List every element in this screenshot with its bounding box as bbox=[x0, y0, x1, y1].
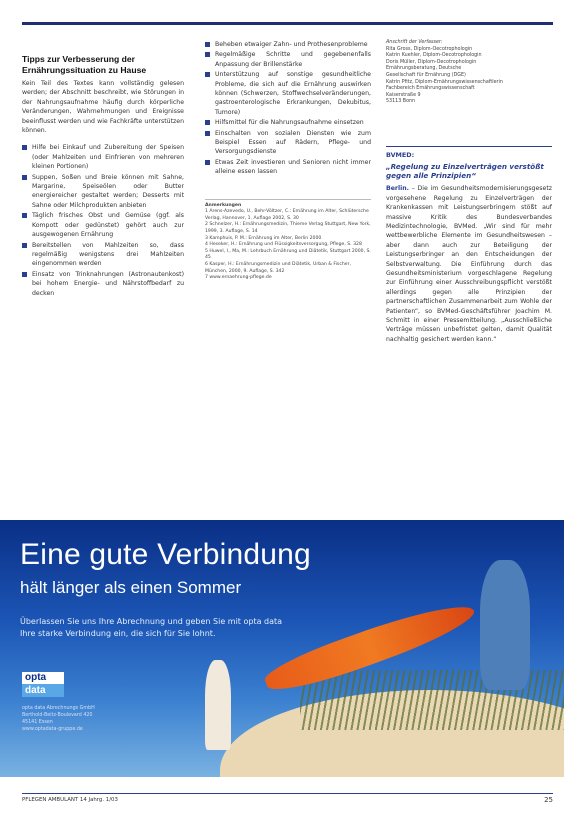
references-heading: Anmerkungen bbox=[205, 202, 242, 208]
bullet-icon bbox=[205, 52, 210, 57]
bullet-icon bbox=[205, 160, 210, 165]
ad-contact: opta data Abrechnungs GmbH Berthold-Beitz-Boulevard 420 45141 Essen www.optadata-gruppe.de bbox=[22, 706, 95, 732]
reference-item: 5 Huwel, I., Ma, M.: Lehrbuch Ernährung und Diätetik, Stuttgart 2000, S. 45 bbox=[205, 248, 371, 261]
woman-figure-image bbox=[205, 660, 231, 750]
bullet-icon bbox=[205, 131, 210, 136]
intro-paragraph: Kein Teil des Textes kann vollständig gelesen werden; der Abschnitt beschreibt, wie Störungen in der Nahrungsaufnahme häufig durch körperliche Veränderungen, Wahrnehmungen und Ereignisse beeinflusst werden und wie Fachkräfte unterstützen können. bbox=[22, 80, 184, 135]
address-line: Gesellschaft für Ernährung (DGE) bbox=[386, 72, 466, 78]
bullet-icon bbox=[22, 175, 27, 180]
list-item: Einschalten von sozialen Diensten wie zum Beispiel Essen auf Rädern, Pflege- und Versorgungsdienste bbox=[205, 129, 371, 157]
references bbox=[205, 199, 371, 282]
author-address bbox=[386, 40, 552, 106]
list-item: Bereitstellen von Mahlzeiten so, dass regelmäßig wenigstens drei Mahlzeiten eingenommen werden bbox=[22, 241, 184, 269]
bullet-icon bbox=[22, 243, 27, 248]
news-dateline: Berlin. bbox=[386, 185, 409, 193]
address-line: Doris Müller, Diplom-Oecotrophologin bbox=[386, 59, 477, 65]
tips-list-continued bbox=[205, 40, 371, 177]
address-line: Katrin Kuehler, Diplom-Oecotrophologin bbox=[386, 53, 482, 59]
opta-data-logo: opta data bbox=[22, 672, 64, 698]
list-item: Regelmäßige Schritte und gegebenenfalls Anpassung der Brillenstärke bbox=[205, 50, 371, 69]
list-item: Unterstützung auf sonstige gesundheitliche Probleme, die sich auf die Ernährung auswirken können (Schwerzen, Stoffwechselveränderungen, gastroenterologische Erkrankungen, Dekubitus, Tumore) bbox=[205, 70, 371, 117]
reference-item: 7 www.ernaehrung-pflege.de bbox=[205, 275, 272, 281]
ad-subhead: hält länger als einen Sommer bbox=[20, 578, 242, 597]
address-line: Fachbereich Ernährungswissenschaft bbox=[386, 86, 475, 92]
advertisement bbox=[0, 520, 564, 777]
left-column bbox=[22, 40, 184, 299]
address-line: Ernährungsberatung, Deutsche bbox=[386, 66, 462, 72]
list-item: Suppen, Soßen und Breie können mit Sahne, Margarine, Speiseölen oder Butter energiereicher gestaltet werden; Desserts mit Sahne oder Milchprodukten anbieten bbox=[22, 173, 184, 211]
ad-copy: Überlassen Sie uns Ihre Abrechnung und geben Sie mit opta data Ihre starke Verbindung ein, die sich für Sie lohnt. bbox=[20, 617, 283, 638]
bullet-icon bbox=[22, 145, 27, 150]
page-footer bbox=[22, 793, 553, 803]
tips-list bbox=[22, 143, 184, 298]
reference-item: 2 Schnelzer, H.: Ernährungsmedizin, Thieme Verlag Stuttgart, New York, 1999, 3. Auflage, S. 14 bbox=[205, 222, 371, 235]
reference-item: 6 Kasper, H.: Ernährungsmedizin und Diätetik, Urban & Fischer, München, 2000, 9. Auflage, S. 342 bbox=[205, 262, 351, 274]
news-body: Berlin. – Die im Gesundheitsmodernisierungsgesetz vorgesehene Regelung zu Einzelverträgen der Krankenkassen mit Leistungserbringern stößt auf massive Kritik des Bundesverbandes Medizintechnologie, BVMed. „Wir sind für mehr wettbewerbliche Elemente im Gesundheitswesen – aber dann auch zur Beteiligung der Leistungserbringer an den Entscheidungen der Selbstverwaltung. Die Einführung durch das Gesundheitsministerium vorgeschlagene Regelung zur Einführung einer Ausschreibungspflicht verstößt allerdings gegen alle Prinzipien der partnerschaftlichen Zusammenarbeit zum Wohle der Patienten“, so BVMed-Geschäftsführer Joachim M. Schmitt in einer Pressemitteilung. „Ausschließliche Verträge müssen unbefristet gelten, damit Qualität nachhaltig gesichert werden kann.“ bbox=[386, 185, 552, 343]
bullet-icon bbox=[22, 272, 27, 277]
list-item: Beheben etwaiger Zahn- und Prothesenprobleme bbox=[205, 40, 371, 49]
address-line: Kaiserstraße 9 bbox=[386, 92, 421, 98]
list-item: Täglich frisches Obst und Gemüse (ggf. als Kompott oder gedünstet) gehört auch zur ausgewogenen Ernährung bbox=[22, 211, 184, 239]
list-item: Einsatz von Trinknahrungen (Astronautenkost) bei hohem Energie- und Nährstoffbedarf zu decken bbox=[22, 270, 184, 298]
reference-item: 1 Arens-Azevedo, U., Behr-Völtzer, C.: Ernährung im Alter, Schlütersche Verlag, Hannover, 1. Auflage 2002, S. 30 bbox=[205, 209, 369, 221]
list-item: Etwas Zeit investieren und Senioren nicht immer alleine essen lassen bbox=[205, 158, 371, 177]
right-column bbox=[386, 40, 552, 344]
bullet-icon bbox=[22, 213, 27, 218]
list-item: Hilfsmittel für die Nahrungsaufnahme einsetzen bbox=[205, 118, 371, 127]
address-line: 53113 Bonn bbox=[386, 99, 416, 105]
reference-item: 3 Kamphuis, P. M.: Ernährung im Alter, Berlin 2000 bbox=[205, 235, 322, 241]
list-item: Hilfe bei Einkauf und Zubereitung der Speisen (oder Mahlzeiten und Einfrieren von mehreren kleinen Portionen) bbox=[22, 143, 184, 171]
ad-headline: Eine gute Verbindung bbox=[20, 538, 311, 571]
address-line: Rita Gross, Diplom-Oecotrophologin bbox=[386, 46, 473, 52]
top-rule bbox=[22, 22, 553, 25]
address-line: Katrin Pfitz, Diplom-Ernährungswissenschaftlerin bbox=[386, 79, 503, 85]
address-heading: Anschrift der Verfasser: bbox=[386, 40, 443, 45]
page-number: 25 bbox=[544, 796, 553, 804]
bullet-icon bbox=[205, 72, 210, 77]
news-kicker: BVMED: bbox=[386, 150, 415, 159]
article-title: Tipps zur Verbesserung der Ernährungssituation zu Hause bbox=[22, 54, 147, 75]
journal-name: PFLEGEN AMBULANT 14 Jahrg. 1/03 bbox=[22, 797, 118, 803]
news-headline: „Regelung zu Einzelverträgen verstößt gegen alle Prinzipien“ bbox=[386, 162, 544, 181]
reference-item: 4 Heseker, H.: Ernährung und Flüssigkeitsversorgung, Pflege, S. 328 bbox=[205, 242, 362, 248]
bullet-icon bbox=[205, 42, 210, 47]
bullet-icon bbox=[205, 120, 210, 125]
man-figure-image bbox=[480, 560, 530, 690]
news-item bbox=[386, 146, 552, 344]
middle-column bbox=[205, 40, 371, 282]
